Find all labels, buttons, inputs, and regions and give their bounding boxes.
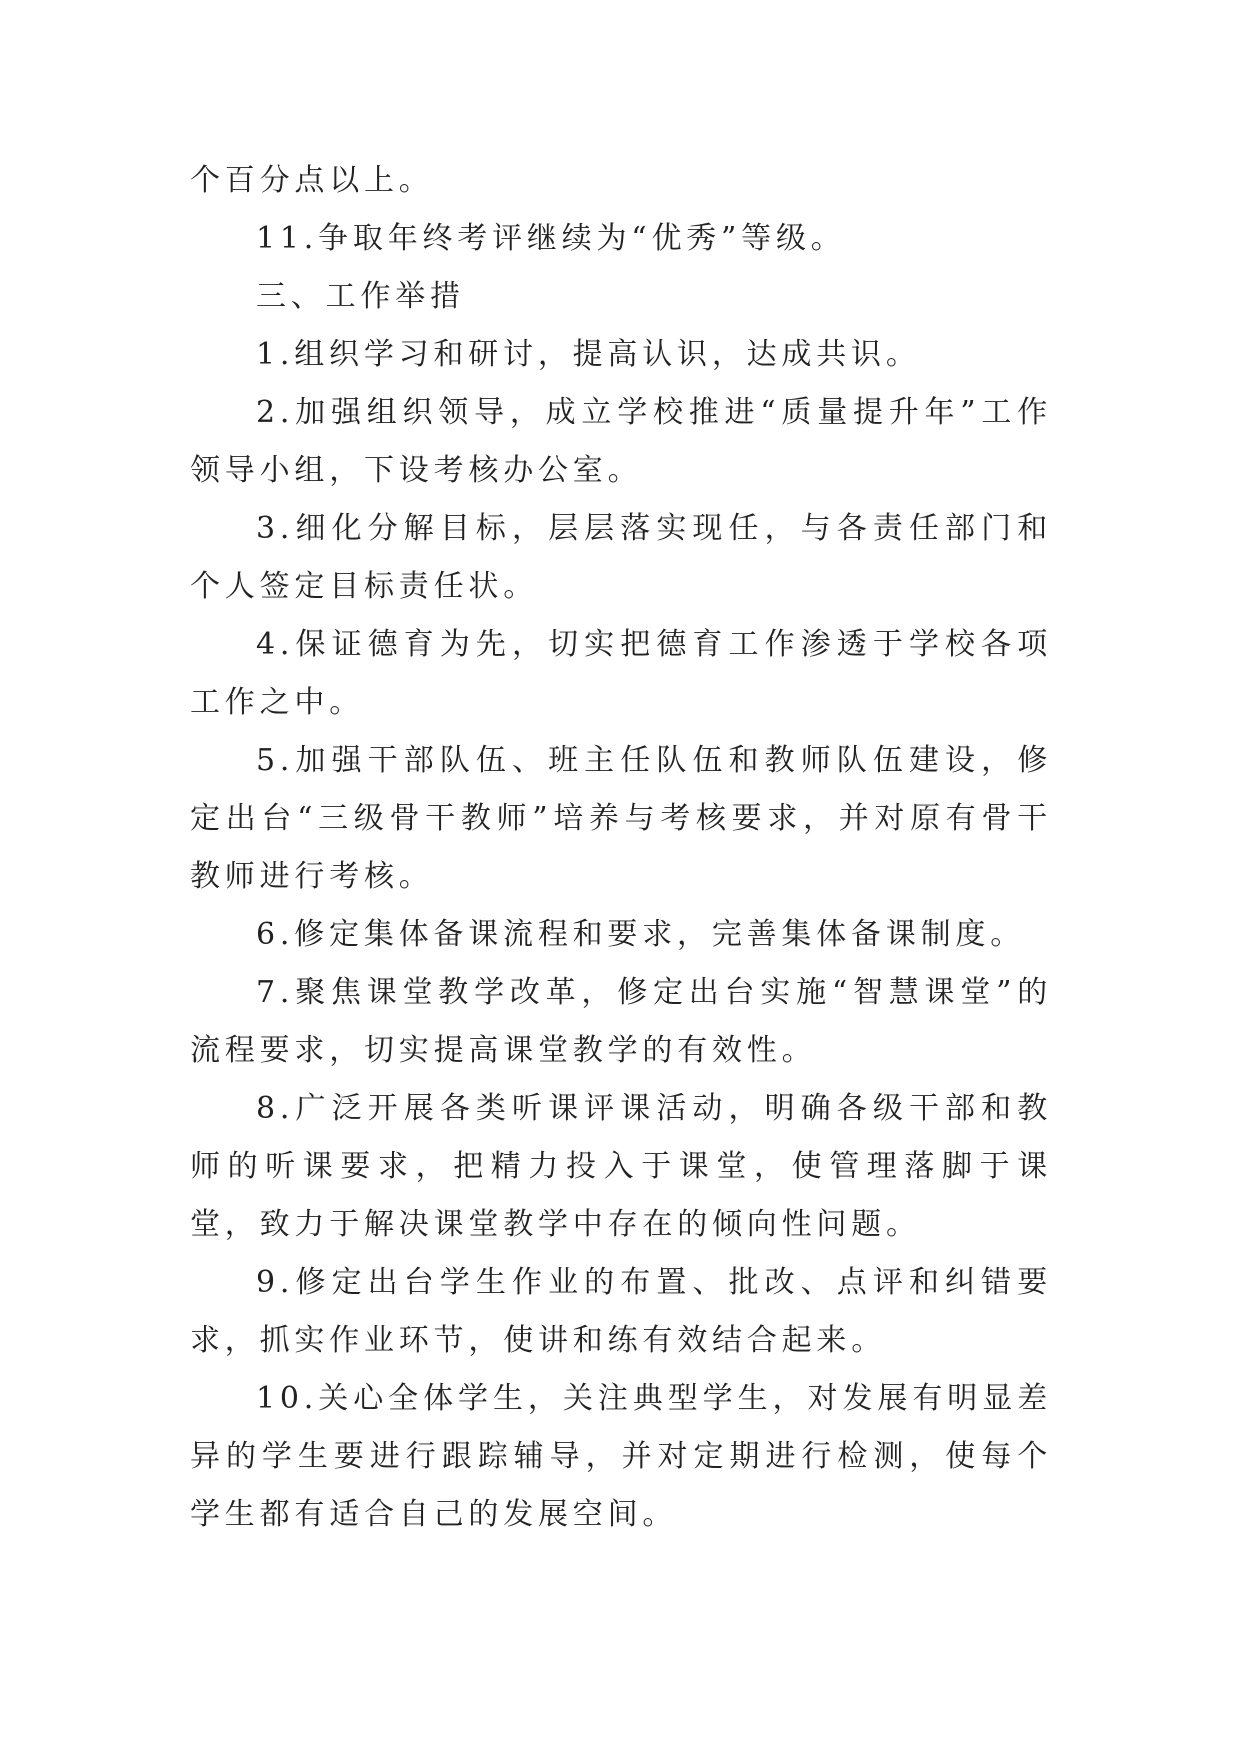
paragraph-goal-11: 11.争取年终考评继续为“优秀”等级。 xyxy=(256,221,846,256)
document-body xyxy=(190,152,1052,1544)
paragraph-measure-10: 10.关心全体学生，关注典型学生，对发展有明显差异的学生要进行跟踪辅导，并对定期进行检测，使每个学生都有适合自己的发展空间。 xyxy=(190,1381,1052,1532)
paragraph-measure-1: 1.组织学习和研讨，提高认识，达成共识。 xyxy=(256,337,921,372)
paragraph-measure-9: 9.修定出台学生作业的布置、批改、点评和纠错要求，抓实作业环节，使讲和练有效结合起来。 xyxy=(190,1265,1052,1358)
paragraph-measure-7: 7.聚焦课堂教学改革，修定出台实施“智慧课堂”的流程要求，切实提高课堂教学的有效性。 xyxy=(190,975,1052,1068)
paragraph-measure-4: 4.保证德育为先，切实把德育工作渗透于学校各项工作之中。 xyxy=(190,627,1052,720)
paragraph-measure-8: 8.广泛开展各类听课评课活动，明确各级干部和教师的听课要求，把精力投入于课堂，使管理落脚于课堂，致力于解决课堂教学中存在的倾向性问题。 xyxy=(190,1091,1052,1242)
paragraph-measure-6: 6.修定集体备课流程和要求，完善集体备课制度。 xyxy=(256,917,1026,952)
paragraph-measure-2: 2.加强组织领导，成立学校推进“质量提升年”工作领导小组，下设考核办公室。 xyxy=(190,395,1052,488)
section-heading-measures: 三、工作举措 xyxy=(256,279,465,314)
paragraph-measure-3: 3.细化分解目标，层层落实现任，与各责任部门和个人签定目标责任状。 xyxy=(190,511,1052,604)
paragraph-continuation: 个百分点以上。 xyxy=(190,163,434,198)
paragraph-measure-5: 5.加强干部队伍、班主任队伍和教师队伍建设，修定出台“三级骨干教师”培养与考核要求，并对原有骨干教师进行考核。 xyxy=(190,743,1052,894)
